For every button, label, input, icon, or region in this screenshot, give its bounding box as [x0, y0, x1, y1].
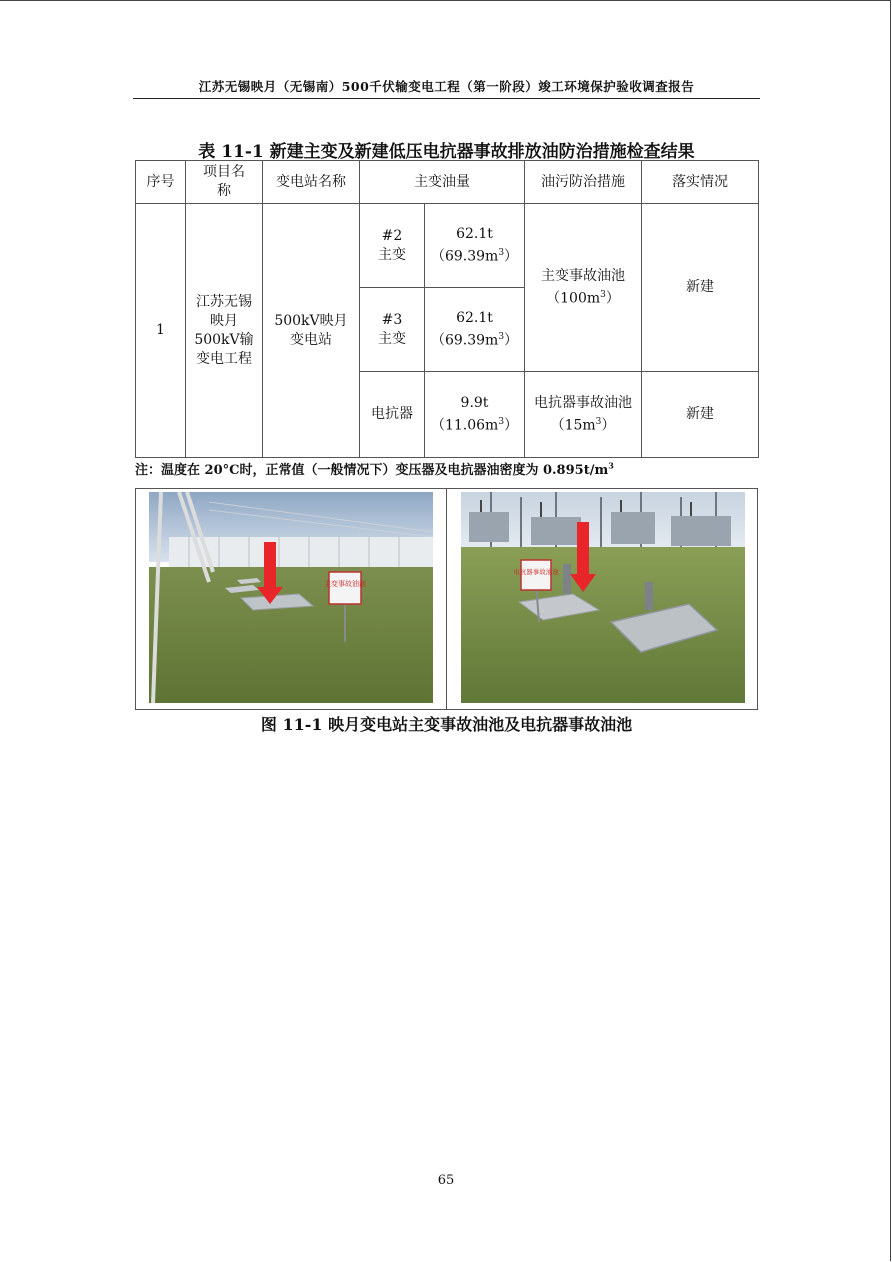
table-row	[136, 204, 759, 288]
cell-measure-main-line1: 主变事故油池	[541, 267, 625, 284]
results-table	[135, 160, 759, 458]
col-header-index: 序号	[136, 161, 186, 204]
cell-status-main: 新建	[642, 204, 759, 372]
cell-oil-3-mass: 62.1t	[456, 309, 493, 326]
table-note: 注：温度在 20°C时，正常值（一般情况下）变压器及电抗器油密度为 $0.895t/m^3$	[135, 460, 614, 478]
header-rule	[133, 98, 760, 99]
cell-oil-reactor-mass: 9.9t	[460, 394, 489, 411]
figure-caption: 图 11-1 映月变电站主变事故油池及电抗器事故油池	[260, 715, 633, 734]
running-header: 江苏无锡映月（无锡南）500千伏输变电工程（第一阶段）竣工环境保护验收调查报告	[198, 79, 695, 94]
cell-measure-main	[525, 204, 642, 372]
photo-main-transformer-oil-pit	[149, 492, 433, 703]
photo-sign-main: 主变事故油池	[324, 580, 366, 588]
cell-oil-reactor	[425, 372, 525, 458]
photo-divider	[446, 489, 447, 709]
figure-photo-box	[135, 488, 758, 710]
cell-oil-2-mass: 62.1t	[456, 225, 493, 242]
cell-unit-3-text: #3主变	[378, 311, 406, 347]
cell-oil-reactor-volume: $(11.06m^3)$	[430, 416, 519, 434]
col-header-status: 落实情况	[642, 161, 759, 204]
table-header-row	[136, 161, 759, 204]
cell-oil-3-volume: $(69.39m^3)$	[430, 331, 519, 349]
cell-index: 1	[136, 204, 186, 458]
photo-sign-reactor: 电抗器事故油池	[513, 568, 559, 576]
col-header-oil: 主变油量	[360, 161, 525, 204]
cell-station	[263, 204, 360, 458]
photo-reactor-oil-pit	[461, 492, 745, 703]
cell-oil-2-volume: $(69.39m^3)$	[430, 247, 519, 265]
cell-measure-reactor	[525, 372, 642, 458]
cell-oil-3	[425, 288, 525, 372]
cell-unit-3	[360, 288, 425, 372]
cell-measure-main-capacity: $(100m^3)$	[546, 289, 620, 307]
col-header-station: 变电站名称	[263, 161, 360, 204]
table-title: 表 11-1 新建主变及新建低压电抗器事故排放油防治措施检查结果	[198, 142, 695, 162]
col-header-project	[186, 161, 263, 204]
cell-station-text: 500kV映月变电站	[274, 312, 348, 348]
cell-unit-reactor: 电抗器	[360, 372, 425, 458]
cell-status-reactor: 新建	[642, 372, 759, 458]
cell-measure-reactor-text: 电抗器事故油池$(15m^3)$	[534, 394, 632, 434]
col-header-measure: 油污防治措施	[525, 161, 642, 204]
cell-unit-2-text: #2主变	[378, 227, 406, 263]
col-header-project-text: 项目名称	[203, 164, 245, 199]
cell-project	[186, 204, 263, 458]
cell-project-text: 江苏无锡映月500kV输变电工程	[194, 293, 254, 367]
cell-oil-2	[425, 204, 525, 288]
page-number: 65	[437, 1173, 455, 1188]
cell-unit-2	[360, 204, 425, 288]
